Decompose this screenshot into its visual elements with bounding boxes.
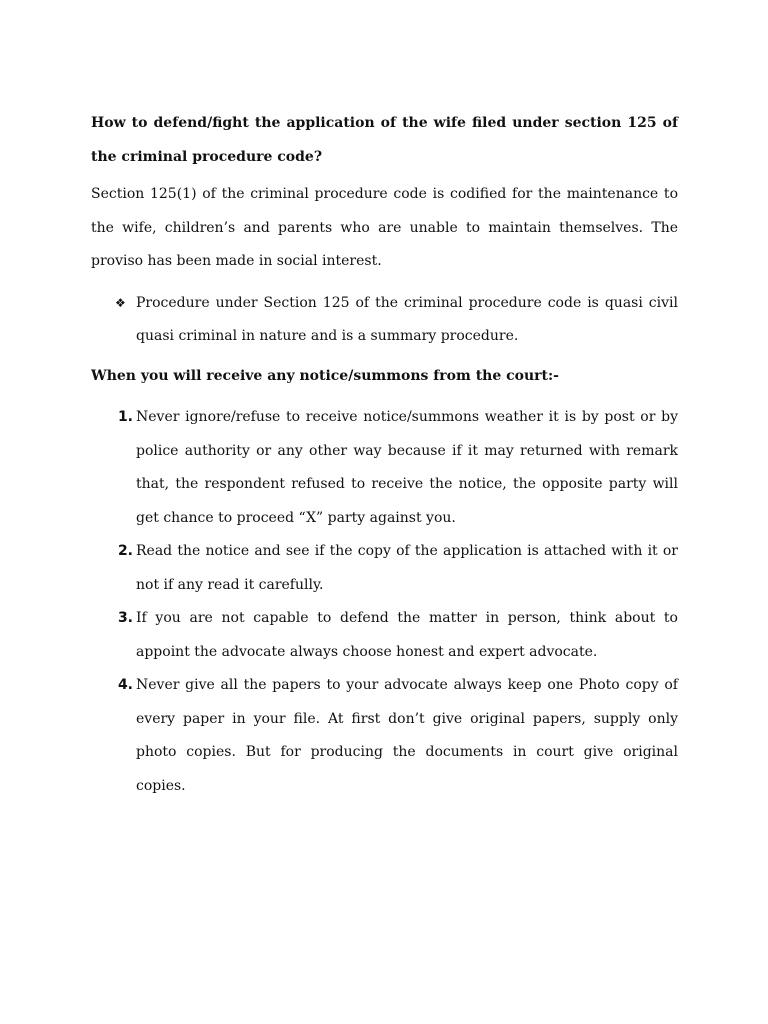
step-text: If you are not capable to defend the matter in person, think about to appoint the advocate always choose honest and expert advocate. [136, 610, 678, 660]
bullet-item [115, 287, 678, 354]
steps-list [91, 401, 678, 803]
list-item [91, 535, 678, 602]
step-text: Never ignore/refuse to receive notice/summons weather it is by post or by police authority or any other way because if it may returned with remark that, the respondent refused to receive the notice, the opposite party will get chance to proceed “X” party against you. [136, 409, 678, 526]
step-number: 1. [117, 409, 133, 425]
step-text: Never give all the papers to your advocate always keep one Photo copy of every paper in your file. At first don’t give original papers, supply only photo copies. But for producing the documents in court give original copies. [136, 677, 678, 794]
step-number: 3. [117, 610, 133, 626]
list-item [91, 401, 678, 535]
list-item [91, 669, 678, 803]
section-subheading: When you will receive any notice/summons from the court:- [91, 367, 559, 384]
step-number: 2. [117, 543, 133, 559]
diamond-bullet-icon: ❖ [115, 295, 126, 310]
document-page [91, 107, 678, 803]
intro-paragraph: Section 125(1) of the criminal procedure code is codified for the maintenance to the wife, children’s and parents who are unable to maintain themselves. The proviso has been made in social interest. [91, 186, 678, 269]
step-number: 4. [117, 677, 133, 693]
list-item [91, 602, 678, 669]
document-heading: How to defend/fight the application of the wife filed under section 125 of the criminal procedure code? [91, 115, 678, 165]
bullet-text: Procedure under Section 125 of the criminal procedure code is quasi civil quasi criminal in nature and is a summary procedure. [136, 294, 678, 344]
step-text: Read the notice and see if the copy of the application is attached with it or not if any read it carefully. [136, 543, 678, 593]
